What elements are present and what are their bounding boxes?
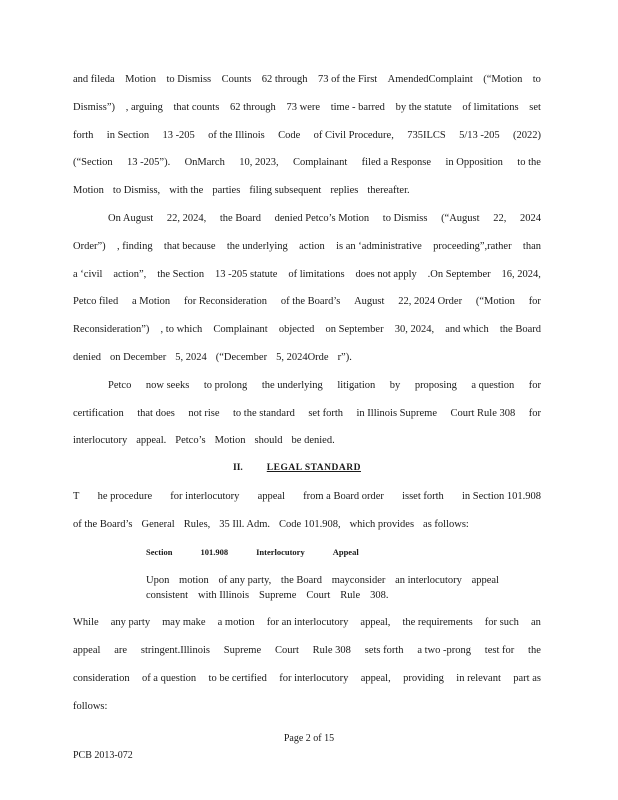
body-line <box>73 672 541 686</box>
text-run: with the <box>169 185 204 196</box>
text-run: to the <box>517 157 541 168</box>
text-run: now seeks <box>145 380 190 391</box>
text-run: forth <box>73 130 94 141</box>
text-run: and fileda <box>73 74 115 85</box>
text-run: to be certified <box>208 673 267 684</box>
text-run: for Reconsideration <box>183 296 268 307</box>
text-run: 735ILCS <box>407 130 446 141</box>
text-run: on September <box>325 324 384 335</box>
text-run: are <box>114 645 128 656</box>
text-run: set forth <box>308 408 344 419</box>
body-line <box>73 240 541 254</box>
text-run: in Illinois Supreme <box>356 408 438 419</box>
body-line <box>73 518 541 532</box>
text-run: Petco filed <box>73 296 119 307</box>
text-run: a Motion <box>131 296 171 307</box>
text-run: a two -prong <box>417 645 471 656</box>
text-run: a motion <box>217 617 255 628</box>
body-line <box>73 434 541 448</box>
text-run: Complainant <box>293 157 348 168</box>
text-run: and which <box>445 324 489 335</box>
text-run: filing subsequent <box>249 185 322 196</box>
text-run: to <box>532 74 541 85</box>
text-run: consideration <box>73 673 130 684</box>
text-run: by the statute <box>395 102 452 113</box>
text-run: of the Board’s <box>280 296 341 307</box>
text-run: Rule <box>340 590 361 601</box>
text-run: in Opposition <box>445 157 503 168</box>
text-run: 30, 2024, <box>394 324 435 335</box>
text-run: , arguing <box>125 102 163 113</box>
body-line <box>73 73 541 87</box>
text-run: does not apply <box>355 269 417 280</box>
text-run: Code 101.908, <box>279 519 341 530</box>
text-run: (“August <box>441 213 480 224</box>
text-run: motion <box>179 575 209 586</box>
text-run: 73 of the First <box>318 74 378 85</box>
text-run: of the Illinois <box>208 130 265 141</box>
text-run: 13 -205”). <box>127 157 171 168</box>
body-line <box>73 490 541 504</box>
rule-title-part: Section <box>146 547 173 557</box>
text-run: While <box>73 617 99 628</box>
text-run: 22, 2024 Order <box>398 296 463 307</box>
text-run: Dismiss”) <box>73 102 115 113</box>
text-run: August <box>354 296 385 307</box>
text-run: AmendedComplaint <box>387 74 473 85</box>
text-run: the Board <box>280 575 323 586</box>
text-run: proposing <box>414 380 457 391</box>
text-run: follows: <box>73 701 108 712</box>
text-run: the underlying <box>226 241 288 252</box>
body-line <box>73 184 541 198</box>
text-run: the Board <box>219 213 261 224</box>
text-run: appeal. <box>136 435 167 446</box>
text-run: for <box>528 408 541 419</box>
text-run: on December <box>110 352 167 363</box>
text-run: 5, 2024Orde <box>276 352 329 363</box>
text-run: Rule 308 <box>312 645 351 656</box>
text-run: Order”) <box>73 241 106 252</box>
text-run: stringent.Illinois <box>140 645 210 656</box>
text-run: isset forth <box>402 491 444 502</box>
text-run: (“Section <box>73 157 113 168</box>
text-run: Motion <box>73 185 104 196</box>
section-number: II. <box>233 463 243 473</box>
text-run: than <box>522 241 541 252</box>
text-run: Court <box>274 645 299 656</box>
text-run: (“December <box>215 352 268 363</box>
text-run: any party <box>110 617 151 628</box>
text-run: Court Rule 308 <box>450 408 516 419</box>
text-run: in Section <box>106 130 150 141</box>
text-run: of limitations <box>288 269 345 280</box>
text-run: consistent <box>146 590 188 601</box>
text-run: the Section <box>157 269 205 280</box>
body-line <box>73 268 541 282</box>
text-run: action”, <box>113 269 147 280</box>
text-run: thereafter. <box>367 185 410 196</box>
body-line <box>73 323 541 337</box>
text-run: 5, 2024 <box>175 352 207 363</box>
text-run: denied <box>73 352 101 363</box>
text-run: that does <box>137 408 175 419</box>
text-run: may make <box>162 617 206 628</box>
text-run: to prolong <box>203 380 248 391</box>
body-line <box>73 129 541 143</box>
text-run: 35 Ill. Adm. <box>219 519 271 530</box>
text-run: T <box>73 491 80 502</box>
text-run: Petco <box>108 380 132 391</box>
text-run: , to which <box>160 324 203 335</box>
text-run: parties <box>212 185 241 196</box>
text-run: he procedure <box>97 491 153 502</box>
text-run: 16, 2024, <box>501 269 541 280</box>
text-run: 62 through <box>230 102 276 113</box>
text-run: of a question <box>141 673 197 684</box>
text-run: 22, <box>493 213 507 224</box>
text-run: which provides <box>349 519 415 530</box>
text-run: Upon <box>146 575 170 586</box>
text-run: 73 were <box>286 102 321 113</box>
text-run: filed a Response <box>361 157 432 168</box>
text-run: with Illinois <box>198 590 250 601</box>
text-run: r”). <box>337 352 352 363</box>
body-line <box>73 295 541 309</box>
text-run: On August <box>108 213 154 224</box>
section-heading <box>0 463 618 473</box>
text-run: (2022) <box>512 130 541 141</box>
text-run: for interlocutory <box>170 491 240 502</box>
text-run: appeal <box>471 575 499 586</box>
text-run: of any party, <box>218 575 272 586</box>
text-run: Supreme <box>259 590 297 601</box>
text-run: for <box>528 380 541 391</box>
body-line <box>108 379 541 393</box>
section-title: LEGAL STANDARD <box>266 463 361 473</box>
rule-title <box>146 547 387 557</box>
text-run: the Board <box>499 324 541 335</box>
rule-title-part: Appeal <box>332 547 359 557</box>
text-run: the requirements <box>402 617 473 628</box>
text-run: action <box>299 241 325 252</box>
text-run: be denied. <box>291 435 335 446</box>
text-run: Rules, <box>183 519 211 530</box>
text-run: certification <box>73 408 124 419</box>
text-run: interlocutory <box>73 435 128 446</box>
text-run: Complainant <box>213 324 268 335</box>
text-run: , finding <box>116 241 153 252</box>
text-run: of limitations <box>462 102 519 113</box>
text-run: a ‘civil <box>73 269 103 280</box>
body-line <box>73 156 541 170</box>
text-run: appeal <box>73 645 101 656</box>
text-run: not rise <box>188 408 220 419</box>
text-run: for <box>528 296 541 307</box>
text-run: an interlocutory <box>395 575 462 586</box>
text-run: of Civil Procedure, <box>313 130 394 141</box>
rule-text-line <box>146 589 499 603</box>
text-run: for interlocutory <box>279 673 349 684</box>
text-run: Motion <box>214 435 246 446</box>
text-run: to Dismiss, <box>112 185 161 196</box>
text-run: set <box>529 102 541 113</box>
body-line <box>73 101 541 115</box>
text-run: General <box>141 519 175 530</box>
text-run: mayconsider <box>331 575 386 586</box>
text-run: .On September <box>427 269 491 280</box>
text-run: Reconsideration”) <box>73 324 150 335</box>
text-run: appeal, <box>360 673 391 684</box>
text-run: by <box>389 380 401 391</box>
text-run: Supreme <box>223 645 262 656</box>
text-run: of the Board’s <box>73 519 133 530</box>
text-run: 22, 2024, <box>166 213 207 224</box>
body-line <box>73 407 541 421</box>
text-run: sets forth <box>364 645 404 656</box>
body-line <box>73 616 541 630</box>
text-run: providing <box>403 673 444 684</box>
text-run: part as <box>513 673 541 684</box>
text-run: Court <box>306 590 331 601</box>
text-run: Motion <box>125 74 157 85</box>
text-run: Petco’s <box>175 435 206 446</box>
text-run: from a Board order <box>303 491 384 502</box>
text-run: 13 -205 <box>162 130 195 141</box>
text-run: should <box>254 435 283 446</box>
text-run: the underlying <box>261 380 323 391</box>
text-run: is an ‘administrative <box>336 241 422 252</box>
body-line <box>73 700 541 714</box>
text-run: 62 through <box>261 74 308 85</box>
body-line <box>108 212 541 226</box>
text-run: 5/13 -205 <box>459 130 500 141</box>
text-run: to Dismiss <box>166 74 212 85</box>
text-run: objected <box>278 324 315 335</box>
page-number: Page 2 of 15 <box>283 733 335 744</box>
rule-text-line <box>146 574 499 588</box>
text-run: time - barred <box>330 102 385 113</box>
text-run: denied Petco’s Motion <box>274 213 370 224</box>
text-run: 308. <box>370 590 389 601</box>
text-run: a question <box>471 380 515 391</box>
text-run: test for <box>484 645 515 656</box>
case-number: PCB 2013-072 <box>73 750 133 761</box>
text-run: that because <box>163 241 216 252</box>
text-run: Counts <box>221 74 252 85</box>
text-run: OnMarch <box>184 157 225 168</box>
text-run: in Section 101.908 <box>461 491 541 502</box>
text-run: 13 -205 statute <box>215 269 278 280</box>
body-line <box>73 351 541 365</box>
text-run: to Dismiss <box>382 213 428 224</box>
text-run: an <box>530 617 541 628</box>
text-run: for an interlocutory <box>266 617 349 628</box>
text-run: proceeding”,rather <box>433 241 512 252</box>
text-run: the <box>528 645 541 656</box>
text-run: litigation <box>337 380 376 391</box>
text-run: appeal, <box>360 617 391 628</box>
text-run: replies <box>330 185 359 196</box>
text-run: (“Motion <box>475 296 515 307</box>
text-run: appeal <box>257 491 285 502</box>
body-line <box>73 644 541 658</box>
text-run: as follows: <box>423 519 469 530</box>
text-run: (“Motion <box>483 74 523 85</box>
text-run: 10, 2023, <box>239 157 279 168</box>
text-run: Code <box>278 130 301 141</box>
rule-title-part: 101.908 <box>200 547 229 557</box>
text-run: for such <box>484 617 519 628</box>
text-run: that counts <box>173 102 220 113</box>
text-run: to the standard <box>233 408 295 419</box>
text-run: 2024 <box>519 213 541 224</box>
text-run: in relevant <box>456 673 501 684</box>
rule-title-part: Interlocutory <box>256 547 305 557</box>
